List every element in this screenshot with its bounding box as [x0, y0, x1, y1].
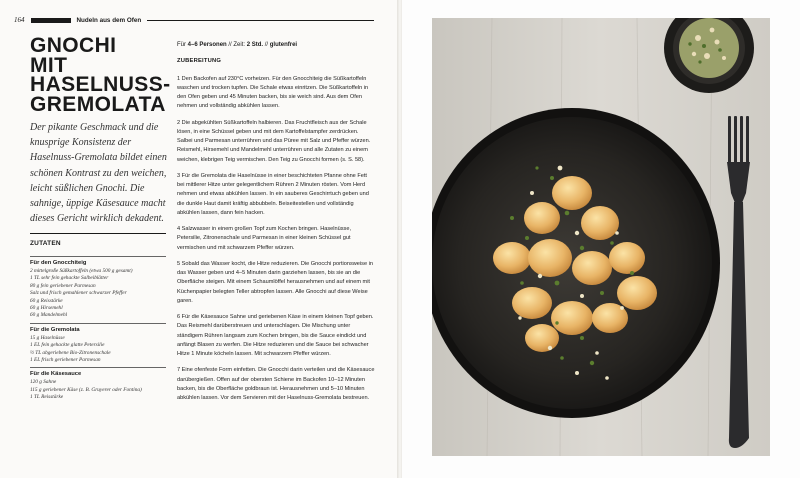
ingredient-item: 1 TL Reisstärke: [30, 394, 64, 401]
step: 7 Eine ofenfeste Form einfetten. Die Gnocchi darin verteilen und die Käsesauce darübergießen. Offen auf der obersten Schiene im Backofen 10–12 Minuten backen, bis die Oberfläche goldbraun ist. Herausnehmen und 5–10 Minuten abkühlen lassen. Vor dem Servieren mit der Haselnuss-Gremolata bestreuen.: [177, 367, 375, 402]
step: 1 Den Backofen auf 230°C vorheizen. Für den Gnocchiteig die Süßkartoffeln waschen und trocken tupfen. Die Schale etwas einritzen. Die Süßkartoffeln in den Ofen geben und 45 Minuten backen, bis sie weich sind. Aus dem Ofen nehmen und vollständig abkühlen lassen.: [177, 75, 369, 110]
meta-separator: //: [263, 42, 270, 48]
preparation-heading: ZUBEREITUNG: [177, 58, 222, 64]
title-line: HASELNUSS-: [30, 73, 171, 96]
page-number: 164: [14, 16, 25, 24]
step: 6 Für die Käsesauce Sahne und geriebenen Käse in einem kleinen Topf geben. Das Reismehl darüberstreuen und unterschlagen. Die Mischung unter ständigem Rühren langsam zum Kochen bringen, bis die Sauce eindickt und anfängt Blasen zu werfen. Die Hitze reduzieren und die Sauce bei schwacher Hitze 1 Minute köcheln lassen. Mit schwarzem Pfeffer würzen.: [177, 314, 374, 358]
step: 2 Die abgekühlten Süßkartoffeln halbieren. Das Fruchtfleisch aus der Schale lösen, in eine Schüssel geben und mit dem Kartoffelstampfer zerdrücken. Salbei und Parmesan unterrühren und das Püree mit Salz und Pfeffer würzen. Reismehl, Hirsemehl und Mandelmehl unterrühren und alle Zutaten zu einem weichen, klebrigen Teig vermischen. Den Teig zu Gnocchi formen (s. S. 58).: [177, 119, 371, 163]
preparation-steps: [177, 69, 375, 410]
ingredient-item: 15 g Haselnüsse: [30, 334, 65, 341]
header-rule: [147, 20, 374, 21]
ingredient-item: 1 EL fein gehackte glatte Petersilie: [30, 342, 105, 349]
ingredient-item: 120 g Sahne: [30, 379, 57, 386]
meta-separator: //: [226, 42, 234, 48]
ingredient-item: 60 g Reisstärke: [30, 297, 63, 304]
time-value: 2 Std.: [246, 42, 264, 48]
section-title: Nudeln aus dem Ofen: [76, 16, 142, 24]
ingredient-item: 60 g Mandelmehl: [30, 312, 68, 319]
recipe-meta: [177, 42, 297, 48]
step: 4 Salzwasser in einem großen Topf zum Kochen bringen. Haselnüsse, Petersilie, Zitronenschale und Parmesan in einer kleinen Schüssel gut vermischen und mit schwarzem Pfeffer würzen.: [177, 226, 352, 251]
ingredient-item: 115 g geriebener Käse (z. B. Gruyerer oder Fontina): [30, 386, 142, 393]
persons-label: Für: [177, 42, 186, 48]
ingredient-item: Salz und frisch gemahlener schwarzer Pfeffer: [30, 290, 127, 297]
ingredient-item: 60 g Hirsemehl: [30, 305, 63, 312]
right-page: [402, 0, 800, 478]
ingredient-item: ½ TL abgeriebene Bio-Zitronenschale: [30, 349, 111, 356]
title-line: GNOCHI: [30, 34, 117, 57]
running-header: [14, 14, 374, 26]
ingredient-item: 1 EL frisch geriebener Parmesan: [30, 357, 101, 364]
ingredient-group-title: Für die Gremolata: [30, 323, 166, 335]
title-line: MIT: [30, 53, 68, 77]
title-line: GREMOLATA: [30, 92, 166, 116]
recipe-title: [30, 36, 170, 114]
ingredient-item: 80 g fein geriebener Parmesan: [30, 282, 96, 289]
persons-value: 4–6 Personen: [187, 42, 227, 48]
ingredients-rule: [30, 233, 166, 234]
ingredient-group-title: Für die Käsesauce: [30, 367, 166, 379]
time-label: Zeit:: [233, 42, 246, 48]
diet-label: glutenfrei: [269, 42, 298, 48]
ingredients-list: [30, 253, 166, 402]
ingredient-item: 2 mittelgroße Süßkartoffeln (etwa 500 g gesamt): [30, 268, 133, 274]
header-bar: [31, 18, 71, 23]
recipe-intro: Der pikante Geschmack und die knusprige Konsistenz der Haselnuss-Gremolata bildet einen schönen Kontrast zu den weichen, leicht süßlichen Gnochi. Die sahnige, üppige Käsesauce macht dieses Gericht wirklich dekadent.: [30, 122, 167, 225]
left-page: [0, 0, 398, 478]
ingredients-heading: ZUTATEN: [30, 240, 61, 247]
food-photo: [432, 18, 770, 456]
ingredient-group-title: Für den Gnocchiteig: [30, 256, 166, 268]
step: 5 Sobald das Wasser kocht, die Hitze reduzieren. Die Gnocchi portionsweise in das Wasser geben und 4–5 Minuten darin garziehen lassen, bis sie an die Oberfläche steigen. Mit einem Schaumlöffel herausnehmen und auf einem mit Küchenpapier belegten Teller abtropfen lassen. Alle Gnocchi auf diese Weise garen.: [177, 260, 373, 305]
ingredient-item: 1 TL sehr fein gehackte Salbeiblätter: [30, 275, 109, 282]
step: 3 Für die Gremolata die Haselnüsse in einer beschichteten Pfanne ohne Fett bei mittlerer Hitze unter gelegentlichem Rühren 2 Minuten rösten. Vom Herd nehmen und etwas abkühlen lassen. In ein sauberes Geschirrtuch geben und die dunkle Haut damit kräftig abbubbeln. Beiseitestellen und vollständig abkühlen lassen, dann fein hacken.: [177, 172, 369, 217]
